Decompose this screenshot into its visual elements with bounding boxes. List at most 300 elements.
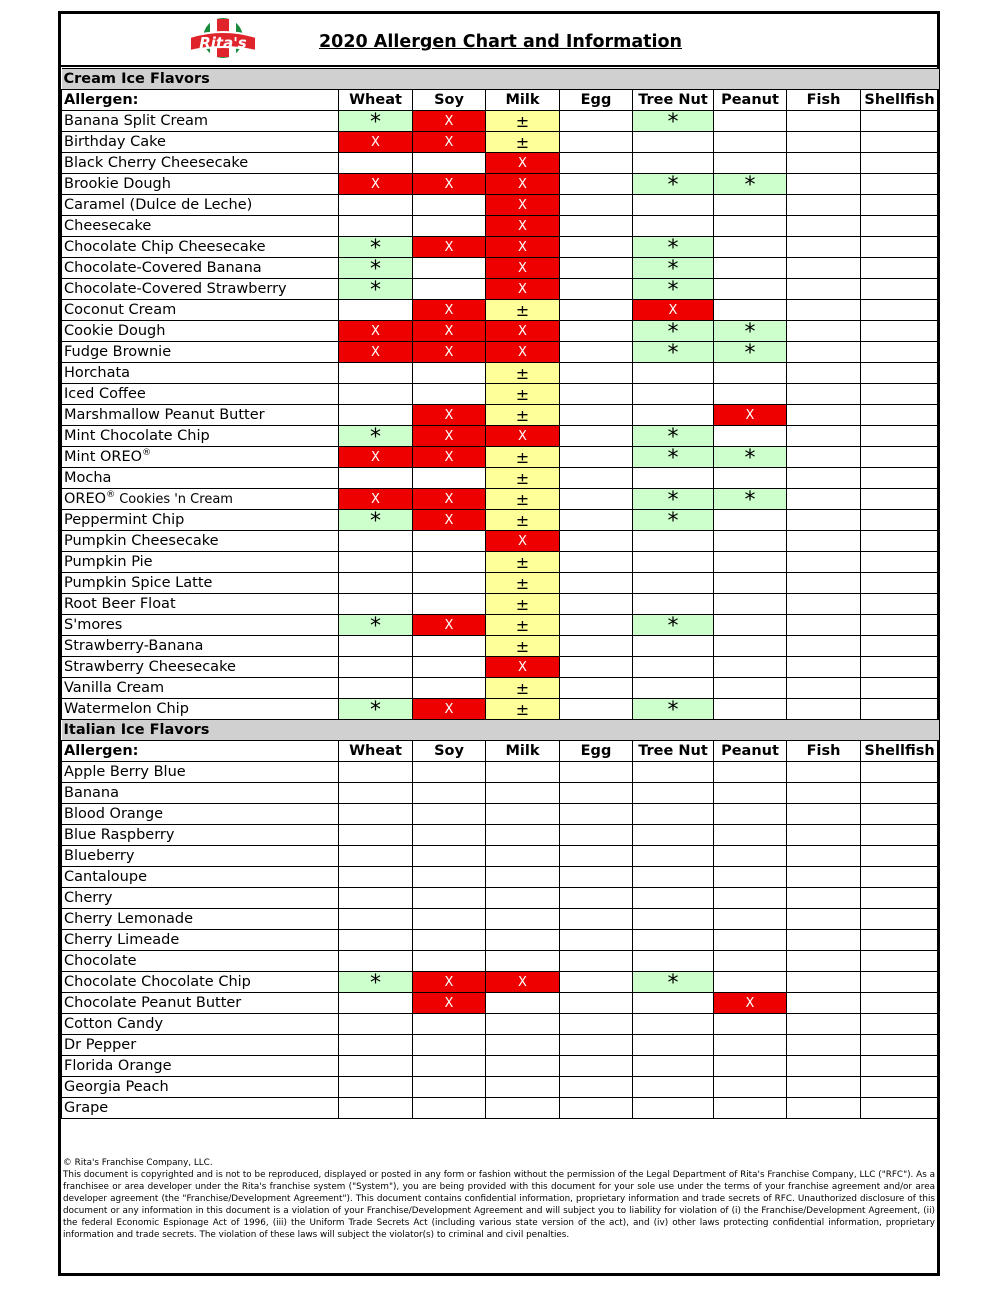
allergen-cell: * — [339, 111, 413, 132]
allergen-cell — [486, 930, 560, 951]
column-header: Tree Nut — [633, 741, 714, 762]
flavor-name — [62, 531, 339, 552]
flavor-row — [62, 258, 939, 279]
allergen-cell — [486, 888, 560, 909]
allergen-cell: X — [413, 174, 486, 195]
flavor-name — [62, 909, 339, 930]
flavor-row — [62, 300, 939, 321]
allergen-cell — [861, 426, 939, 447]
allergen-cell — [413, 678, 486, 699]
allergen-cell — [339, 1077, 413, 1098]
allergen-cell — [787, 930, 861, 951]
allergen-cell — [787, 909, 861, 930]
flavor-name-text: Root Beer Float — [64, 595, 176, 612]
allergen-cell: * — [714, 342, 787, 363]
allergen-cell — [486, 1035, 560, 1056]
flavor-row — [62, 363, 939, 384]
allergen-cell — [714, 678, 787, 699]
flavor-name-text: Florida Orange — [64, 1057, 172, 1074]
allergen-cell: * — [633, 699, 714, 720]
allergen-cell — [560, 867, 633, 888]
allergen-cell — [787, 405, 861, 426]
allergen-cell — [560, 552, 633, 573]
flavor-name — [62, 783, 339, 804]
flavor-name — [62, 762, 339, 783]
flavor-name-text: Banana Split Cream — [64, 112, 209, 129]
allergen-cell — [339, 1014, 413, 1035]
allergen-cell — [560, 573, 633, 594]
allergen-cell — [486, 783, 560, 804]
allergen-cell: X — [486, 174, 560, 195]
allergen-cell — [714, 888, 787, 909]
flavor-name-text: Brookie Dough — [64, 175, 171, 192]
registered-mark: ® — [142, 447, 152, 458]
allergen-cell — [787, 552, 861, 573]
allergen-cell — [714, 216, 787, 237]
allergen-cell — [633, 531, 714, 552]
allergen-cell — [714, 615, 787, 636]
allergen-cell — [714, 300, 787, 321]
column-header: Soy — [413, 90, 486, 111]
allergen-cell: * — [339, 510, 413, 531]
allergen-cell: ± — [486, 363, 560, 384]
allergen-cell — [339, 636, 413, 657]
allergen-cell — [787, 195, 861, 216]
allergen-cell — [861, 405, 939, 426]
allergen-cell — [714, 930, 787, 951]
allergen-cell: ± — [486, 132, 560, 153]
allergen-cell — [861, 195, 939, 216]
allergen-cell: X — [486, 216, 560, 237]
allergen-cell — [339, 804, 413, 825]
allergen-cell: X — [339, 321, 413, 342]
flavor-name — [62, 279, 339, 300]
flavor-row — [62, 447, 939, 468]
allergen-cell — [714, 909, 787, 930]
allergen-cell — [714, 972, 787, 993]
flavor-name-text: Horchata — [64, 364, 131, 381]
allergen-cell: * — [633, 342, 714, 363]
header — [61, 14, 937, 67]
allergen-cell — [714, 594, 787, 615]
allergen-cell — [413, 888, 486, 909]
allergen-cell — [633, 825, 714, 846]
allergen-cell — [787, 510, 861, 531]
allergen-cell: X — [339, 174, 413, 195]
flavor-row — [62, 594, 939, 615]
flavor-name — [62, 1098, 339, 1119]
allergen-cell — [486, 1098, 560, 1119]
column-header: Egg — [560, 741, 633, 762]
allergen-cell — [560, 615, 633, 636]
allergen-cell: X — [413, 699, 486, 720]
allergen-cell: ± — [486, 594, 560, 615]
flavor-row — [62, 111, 939, 132]
allergen-cell — [787, 1077, 861, 1098]
legal-notice: This document is copyrighted and is not to be reproduced, displayed or posted in any form or fashion without the permission of the Legal Department of Rita's Franchise Company, LLC ("RFC"). As a franchisee or area developer under the Rita's franchise system ("System"), you are being provided with this document for your sole use under the terms of your franchise agreement and/or area developer agreement (the "Franchise/Development Agreement"). This document contains confidential information, proprietary information and trade secrets of RFC. Unauthorized disclosure of this document or any information in this document is a violation of your Franchise/Development Agreement and will subject you to liability for violation of (i) the Franchise/Development Agreement, (ii) the federal Economic Espionage Act of 1996, (iii) the Uniform Trade Secrets Act (including various state version of the act), and (iv) other laws protecting confidential information, proprietary information and trade secrets. The violation of these laws will subject the violator(s) to criminal and civil penalties. — [63, 1170, 935, 1240]
allergen-cell — [339, 930, 413, 951]
allergen-cell — [861, 846, 939, 867]
allergen-cell: * — [633, 279, 714, 300]
allergen-cell — [560, 174, 633, 195]
allergen-cell — [714, 384, 787, 405]
allergen-cell — [413, 846, 486, 867]
flavor-row — [62, 174, 939, 195]
allergen-cell — [633, 846, 714, 867]
allergen-cell — [486, 951, 560, 972]
allergen-cell — [861, 363, 939, 384]
allergen-cell — [339, 657, 413, 678]
flavor-name-text: Grape — [64, 1099, 109, 1116]
allergen-cell — [861, 447, 939, 468]
allergen-cell — [861, 552, 939, 573]
allergen-cell — [413, 573, 486, 594]
flavor-row — [62, 1077, 939, 1098]
allergen-cell — [787, 867, 861, 888]
allergen-cell — [714, 636, 787, 657]
allergen-cell — [339, 153, 413, 174]
allergen-cell — [339, 195, 413, 216]
allergen-cell — [787, 489, 861, 510]
section-header-row — [62, 720, 939, 741]
flavor-row — [62, 489, 939, 510]
flavor-name-text: Apple Berry Blue — [64, 763, 186, 780]
flavor-name — [62, 867, 339, 888]
allergen-cell: X — [339, 447, 413, 468]
column-header: Egg — [560, 90, 633, 111]
allergen-cell: ± — [486, 300, 560, 321]
allergen-cell — [787, 993, 861, 1014]
allergen-cell — [633, 657, 714, 678]
allergen-cell — [560, 657, 633, 678]
allergen-cell: X — [413, 426, 486, 447]
allergen-cell — [560, 972, 633, 993]
allergen-cell — [339, 846, 413, 867]
flavor-name — [62, 174, 339, 195]
allergen-cell — [787, 951, 861, 972]
flavor-name-text: Birthday Cake — [64, 133, 166, 150]
allergen-cell: ± — [486, 678, 560, 699]
allergen-cell — [861, 153, 939, 174]
allergen-cell: X — [413, 237, 486, 258]
flavor-row — [62, 279, 939, 300]
allergen-cell — [560, 300, 633, 321]
allergen-cell — [714, 762, 787, 783]
flavor-name — [62, 615, 339, 636]
allergen-cell: * — [339, 279, 413, 300]
allergen-cell — [339, 1056, 413, 1077]
allergen-cell — [560, 636, 633, 657]
allergen-cell: ± — [486, 636, 560, 657]
allergen-label-header: Allergen: — [62, 90, 339, 111]
allergen-cell — [633, 678, 714, 699]
flavor-row — [62, 657, 939, 678]
flavor-name — [62, 216, 339, 237]
flavor-name-text: Banana — [64, 784, 119, 801]
allergen-cell — [339, 762, 413, 783]
allergen-cell: * — [633, 510, 714, 531]
allergen-cell — [714, 363, 787, 384]
flavor-name-text: Coconut Cream — [64, 301, 177, 318]
allergen-cell: X — [339, 342, 413, 363]
allergen-cell — [633, 909, 714, 930]
allergen-cell — [861, 615, 939, 636]
flavor-row — [62, 405, 939, 426]
flavor-name-text: Georgia Peach — [64, 1078, 169, 1095]
flavor-name-text: Chocolate-Covered Strawberry — [64, 280, 287, 297]
allergen-cell — [861, 930, 939, 951]
flavor-name-text: OREO — [64, 490, 107, 507]
flavor-name-text: Watermelon Chip — [64, 700, 189, 717]
allergen-cell — [339, 216, 413, 237]
allergen-cell: * — [339, 426, 413, 447]
flavor-name — [62, 342, 339, 363]
flavor-row — [62, 888, 939, 909]
allergen-cell — [486, 1056, 560, 1077]
allergen-cell: * — [339, 699, 413, 720]
column-header: Milk — [486, 741, 560, 762]
flavor-name — [62, 426, 339, 447]
flavor-name — [62, 825, 339, 846]
allergen-cell — [633, 195, 714, 216]
allergen-cell — [560, 321, 633, 342]
allergen-cell — [787, 132, 861, 153]
allergen-cell — [560, 783, 633, 804]
allergen-cell — [633, 867, 714, 888]
allergen-cell: X — [486, 279, 560, 300]
allergen-cell: X — [486, 237, 560, 258]
allergen-cell — [339, 888, 413, 909]
allergen-cell — [861, 132, 939, 153]
allergen-cell: X — [339, 489, 413, 510]
allergen-cell: X — [714, 993, 787, 1014]
allergen-cell — [633, 573, 714, 594]
allergen-cell — [560, 195, 633, 216]
allergen-cell — [560, 951, 633, 972]
allergen-cell: X — [413, 111, 486, 132]
flavor-name — [62, 447, 339, 468]
allergen-cell: X — [413, 342, 486, 363]
flavor-name — [62, 1056, 339, 1077]
allergen-cell — [633, 1098, 714, 1119]
allergen-cell — [633, 951, 714, 972]
column-header: Peanut — [714, 90, 787, 111]
allergen-cell: * — [633, 111, 714, 132]
allergen-cell — [339, 552, 413, 573]
flavor-row — [62, 321, 939, 342]
allergen-cell — [633, 153, 714, 174]
flavor-name-text: S'mores — [64, 616, 123, 633]
allergen-cell — [861, 762, 939, 783]
allergen-cell — [413, 258, 486, 279]
allergen-cell — [861, 1056, 939, 1077]
allergen-cell — [787, 216, 861, 237]
document-title: 2020 Allergen Chart and Information — [319, 32, 682, 52]
allergen-cell — [633, 405, 714, 426]
flavor-row — [62, 132, 939, 153]
allergen-cell: * — [339, 258, 413, 279]
allergen-cell: * — [339, 972, 413, 993]
allergen-cell — [861, 636, 939, 657]
allergen-cell: * — [714, 447, 787, 468]
allergen-cell — [787, 846, 861, 867]
flavor-name — [62, 972, 339, 993]
allergen-cell — [413, 1035, 486, 1056]
allergen-cell — [714, 573, 787, 594]
allergen-cell: X — [413, 405, 486, 426]
allergen-cell — [633, 1014, 714, 1035]
registered-mark: ® — [106, 489, 116, 500]
column-header: Shellfish — [861, 741, 939, 762]
flavor-name-suffix: Cookies 'n Cream — [115, 491, 233, 507]
allergen-cell: * — [633, 615, 714, 636]
allergen-cell — [413, 552, 486, 573]
flavor-row — [62, 636, 939, 657]
allergen-cell — [714, 426, 787, 447]
allergen-cell — [861, 1035, 939, 1056]
flavor-row — [62, 846, 939, 867]
allergen-cell: * — [714, 174, 787, 195]
flavor-name-text: Strawberry-Banana — [64, 637, 204, 654]
allergen-cell — [339, 909, 413, 930]
flavor-row — [62, 678, 939, 699]
allergen-cell — [339, 594, 413, 615]
allergen-cell — [714, 657, 787, 678]
flavor-name — [62, 699, 339, 720]
allergen-cell — [560, 804, 633, 825]
allergen-cell — [486, 1014, 560, 1035]
allergen-cell: X — [413, 447, 486, 468]
allergen-cell — [714, 237, 787, 258]
allergen-cell: ± — [486, 111, 560, 132]
allergen-cell — [861, 174, 939, 195]
allergen-cell — [633, 1077, 714, 1098]
allergen-cell — [633, 930, 714, 951]
allergen-cell: X — [339, 132, 413, 153]
allergen-cell: X — [413, 321, 486, 342]
allergen-cell — [787, 888, 861, 909]
allergen-cell — [633, 762, 714, 783]
flavor-row — [62, 993, 939, 1014]
allergen-cell — [861, 573, 939, 594]
allergen-cell — [861, 384, 939, 405]
allergen-cell: ± — [486, 552, 560, 573]
flavor-name — [62, 1035, 339, 1056]
allergen-cell — [560, 510, 633, 531]
allergen-cell — [486, 993, 560, 1014]
allergen-cell — [560, 1098, 633, 1119]
allergen-cell — [413, 279, 486, 300]
allergen-cell — [787, 762, 861, 783]
allergen-cell — [787, 321, 861, 342]
allergen-cell — [413, 531, 486, 552]
allergen-cell: * — [633, 321, 714, 342]
allergen-cell: X — [486, 531, 560, 552]
allergen-cell — [339, 1098, 413, 1119]
allergen-cell — [633, 783, 714, 804]
flavor-name-text: Pumpkin Cheesecake — [64, 532, 219, 549]
flavor-row — [62, 216, 939, 237]
flavor-name — [62, 993, 339, 1014]
allergen-cell — [787, 279, 861, 300]
allergen-cell — [787, 111, 861, 132]
allergen-cell — [560, 930, 633, 951]
allergen-cell — [787, 1035, 861, 1056]
allergen-cell — [339, 363, 413, 384]
allergen-cell — [413, 825, 486, 846]
allergen-cell — [714, 825, 787, 846]
flavor-row — [62, 195, 939, 216]
allergen-cell — [560, 258, 633, 279]
allergen-cell — [560, 1077, 633, 1098]
allergen-cell — [339, 993, 413, 1014]
allergen-cell — [714, 552, 787, 573]
allergen-cell — [861, 300, 939, 321]
allergen-cell — [861, 321, 939, 342]
allergen-cell — [413, 363, 486, 384]
allergen-cell: * — [633, 489, 714, 510]
allergen-cell — [413, 1077, 486, 1098]
allergen-cell: ± — [486, 699, 560, 720]
allergen-cell: X — [486, 426, 560, 447]
allergen-cell — [861, 1014, 939, 1035]
allergen-cell — [787, 573, 861, 594]
column-header-row — [62, 741, 939, 762]
allergen-cell — [787, 1014, 861, 1035]
allergen-cell — [560, 279, 633, 300]
flavor-row — [62, 804, 939, 825]
column-header: Soy — [413, 741, 486, 762]
allergen-cell: X — [633, 300, 714, 321]
allergen-cell: * — [339, 237, 413, 258]
flavor-name — [62, 363, 339, 384]
flavor-name-text: Caramel (Dulce de Leche) — [64, 196, 253, 213]
allergen-cell — [633, 216, 714, 237]
flavor-row — [62, 951, 939, 972]
allergen-cell — [560, 489, 633, 510]
flavor-name-text: Marshmallow Peanut Butter — [64, 406, 265, 423]
allergen-cell — [714, 111, 787, 132]
allergen-cell — [787, 1056, 861, 1077]
section-title: Italian Ice Flavors — [62, 720, 939, 741]
allergen-cell — [787, 258, 861, 279]
allergen-cell — [413, 636, 486, 657]
allergen-cell — [486, 846, 560, 867]
allergen-cell: * — [714, 489, 787, 510]
flavor-name — [62, 405, 339, 426]
allergen-cell — [339, 1035, 413, 1056]
allergen-cell: * — [633, 237, 714, 258]
allergen-label-header: Allergen: — [62, 741, 339, 762]
allergen-cell — [714, 132, 787, 153]
allergen-cell — [339, 468, 413, 489]
allergen-cell: X — [486, 258, 560, 279]
flavor-name-text: Peppermint Chip — [64, 511, 185, 528]
allergen-cell — [560, 468, 633, 489]
allergen-cell — [560, 762, 633, 783]
flavor-name — [62, 132, 339, 153]
allergen-cell — [787, 657, 861, 678]
column-header: Fish — [787, 90, 861, 111]
flavor-name-text: Chocolate Chocolate Chip — [64, 973, 251, 990]
flavor-name-text: Chocolate-Covered Banana — [64, 259, 262, 276]
allergen-cell: X — [413, 993, 486, 1014]
allergen-cell — [787, 153, 861, 174]
allergen-cell — [339, 951, 413, 972]
allergen-cell — [787, 804, 861, 825]
allergen-cell: X — [413, 489, 486, 510]
allergen-cell — [486, 825, 560, 846]
